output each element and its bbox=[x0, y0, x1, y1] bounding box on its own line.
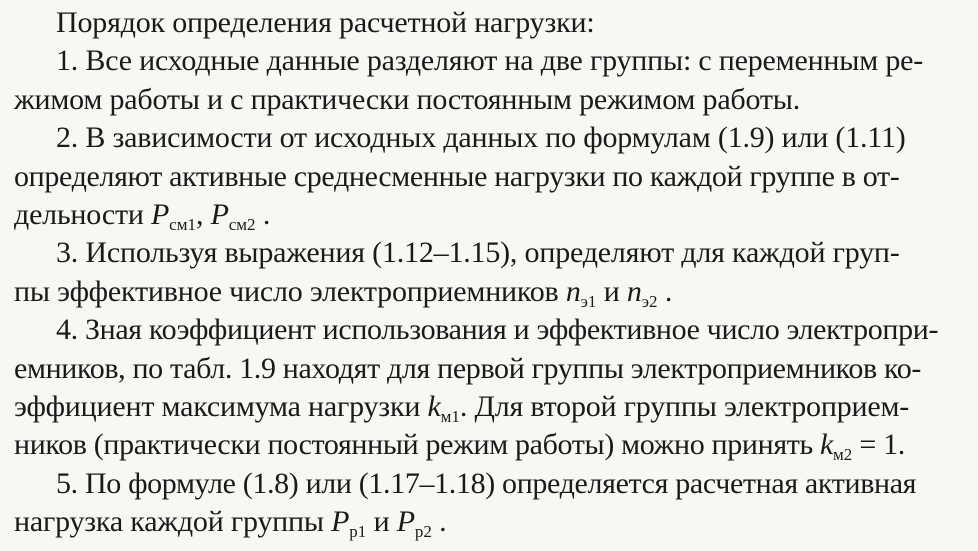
var-p-r1-after: и bbox=[366, 505, 397, 539]
item-4-line-1: 4. Зная коэффициент использования и эффективное число электропри- bbox=[56, 313, 939, 347]
var-k-m2 bbox=[820, 428, 853, 465]
var-p-r2 bbox=[396, 505, 432, 542]
item-2-line-2: определяют активные среднесменные нагрузки по каждой группе в от- bbox=[14, 159, 900, 193]
var-p-sm1 bbox=[151, 197, 196, 234]
item-5-line-1: 5. По формуле (1.8) или (1.17–1.18) определяется расчетная активная bbox=[56, 466, 917, 500]
var-p-r1 bbox=[331, 505, 367, 542]
var-k-m2-after: = 1. bbox=[852, 428, 905, 462]
heading: Порядок определения расчетной нагрузки: bbox=[56, 6, 595, 39]
var-n-e1-sub: э1 bbox=[580, 291, 597, 311]
var-p-sm1-after: , bbox=[195, 197, 211, 231]
var-k-m2-sub: м2 bbox=[832, 445, 853, 465]
var-n-e1-after: и bbox=[596, 274, 627, 308]
var-n-e2-symbol: n bbox=[626, 274, 642, 308]
item-3-line-2 bbox=[14, 273, 968, 311]
var-k-m2-symbol: k bbox=[820, 428, 833, 462]
var-p-r1-symbol: P bbox=[331, 505, 350, 539]
item-2-line-1: 2. В зависимости от исходных данных по формулам (1.9) или (1.11) bbox=[56, 121, 906, 155]
var-p-r1-sub: р1 bbox=[349, 522, 367, 542]
item-5-line-2-text: нагрузка каждой группы bbox=[14, 505, 332, 539]
var-k-m1-symbol: k bbox=[427, 389, 441, 423]
var-p-r2-symbol: P bbox=[396, 505, 415, 539]
var-n-e1 bbox=[565, 274, 597, 311]
item-3-line-1: 3. Используя выражения (1.12–1.15), определяют для каждой груп- bbox=[56, 236, 900, 270]
var-k-m1 bbox=[427, 389, 460, 426]
var-p-sm2 bbox=[210, 197, 256, 234]
var-p-sm1-symbol: P bbox=[151, 197, 170, 231]
item-2-line-3 bbox=[14, 196, 968, 234]
var-p-r2-sub: р2 bbox=[414, 522, 432, 542]
item-4-line-4 bbox=[14, 426, 968, 464]
var-p-r2-after: . bbox=[431, 505, 447, 539]
item-4-line-3 bbox=[14, 388, 968, 426]
item-4-line-4-text: ников (практически постоянный режим работы) можно принять bbox=[14, 428, 821, 462]
var-k-m1-sub: м1 bbox=[440, 406, 460, 426]
var-n-e2-sub: э2 bbox=[641, 291, 658, 311]
item-5-line-2 bbox=[14, 503, 968, 541]
var-p-sm2-after: . bbox=[255, 197, 271, 231]
var-n-e2 bbox=[626, 274, 658, 311]
var-p-sm2-sub: см2 bbox=[228, 214, 256, 234]
item-3-line-2-text: пы эффективное число электроприемников bbox=[14, 274, 566, 308]
var-n-e1-symbol: n bbox=[565, 274, 581, 308]
item-1-line-1: 1. Все исходные данные разделяют на две группы: с переменным ре- bbox=[56, 44, 924, 78]
item-2-line-3-text: дельности bbox=[14, 197, 152, 231]
var-n-e2-after: . bbox=[657, 274, 673, 308]
item-4-line-2: емников, по табл. 1.9 находят для первой группы электроприемников ко- bbox=[14, 351, 921, 385]
item-1-line-2: жимом работы и с практически постоянным режимом работы. bbox=[14, 82, 801, 116]
var-p-sm1-sub: см1 bbox=[169, 214, 196, 234]
item-4-line-3-text: эффициент максимума нагрузки bbox=[14, 389, 428, 423]
var-k-m1-after: . Для второй группы электроприем- bbox=[459, 389, 910, 423]
var-p-sm2-symbol: P bbox=[210, 197, 229, 231]
